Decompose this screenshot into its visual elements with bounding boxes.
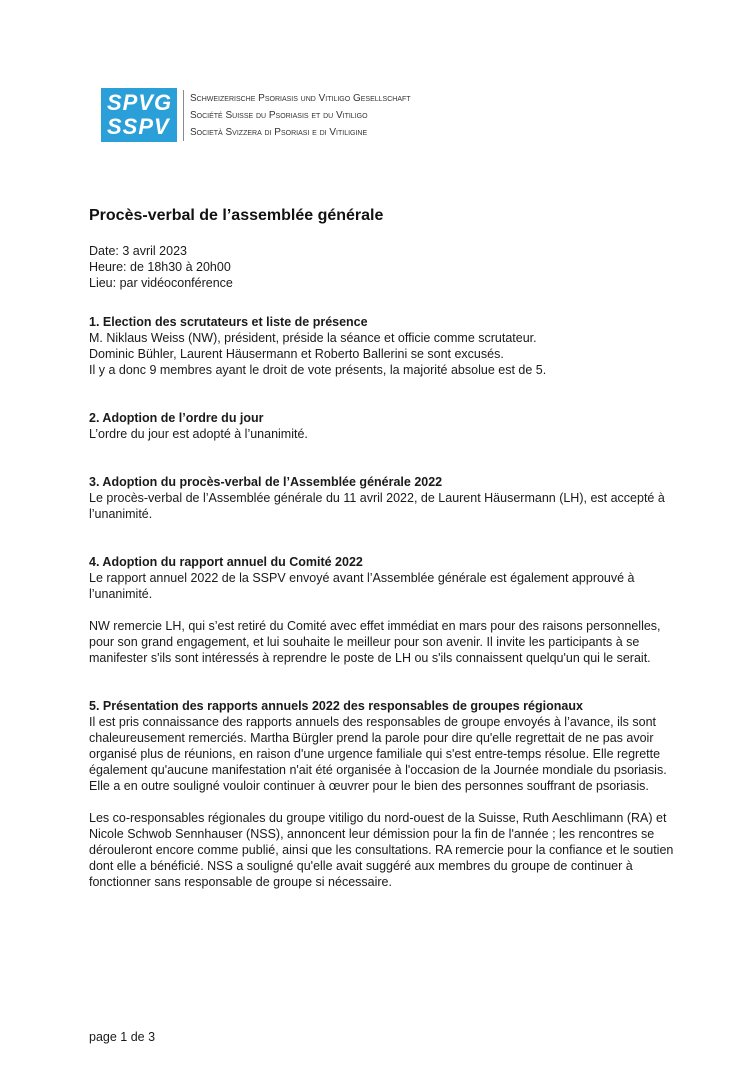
section-paragraph: M. Niklaus Weiss (NW), président, préside la séance et officie comme scrutateur. (89, 331, 537, 345)
section-title: 2. Adoption de l’ordre du jour (89, 411, 264, 425)
section-1 (89, 314, 674, 378)
meeting-date: Date: 3 avril 2023 (89, 244, 187, 258)
section-2 (89, 410, 674, 442)
meeting-place: Lieu: par vidéoconférence (89, 276, 233, 290)
section-paragraph: L’ordre du jour est adopté à l’unanimité. (89, 427, 308, 441)
section-paragraph: Les co-responsables régionales du groupe vitiligo du nord-ouest de la Suisse, Ruth Aeschlimann (RA) et Nicole Schwob Sennhauser (NSS), annoncent leur démission pour la fin de l'année ; les rencontres se dérouleront encore comme publié, ainsi que les consultations. RA remercie pour la confiance et le soutien dont elle a bénéficié. NSS a souligné qu'elle avait suggéré aux membres du groupe de continuer à fonctionner sans responsable de groupe si nécessaire. (89, 811, 674, 889)
section-paragraph: Il y a donc 9 membres ayant le droit de vote présents, la majorité absolue est de 5. (89, 363, 547, 377)
org-name-french: Société Suisse du Psoriasis et du Vitiligo (190, 109, 368, 121)
section-title: 4. Adoption du rapport annuel du Comité 2022 (89, 555, 363, 569)
section-5 (89, 698, 674, 890)
section-paragraph: NW remercie LH, qui s’est retiré du Comité avec effet immédiat en mars pour des raisons personnelles, pour son grand engagement, et lui souhaite le meilleur pour son avenir. Il invite les participants à se manifester s'ils sont intéressés à reprendre le poste de LH ou s'ils connaissent quelqu'un qui le serait. (89, 619, 661, 665)
spacer (89, 666, 674, 698)
spacer (89, 442, 674, 474)
organization-names (183, 90, 411, 141)
spacer (89, 378, 674, 410)
logo-line-1: SPVG (107, 90, 173, 115)
section-paragraph: Le rapport annuel 2022 de la SSPV envoyé avant l’Assemblée générale est également approuvé à l’unanimité. (89, 571, 635, 601)
logo-line-2: SSPV (107, 114, 170, 139)
section-4 (89, 554, 674, 666)
section-paragraph: Il est pris connaissance des rapports annuels des responsables de groupe envoyés à l’avance, ils sont chaleureusement remerciés. Martha Bürgler prend la parole pour dire qu'elle regrettait de ne pas avoir organisé plus de réunions, en raison d'une urgence familiale qui s'est entre-temps résolue. Elle regrette également qu'aucune manifestation n'ait été organisée à l'occasion de la Journée mondiale du psoriasis. Elle a en outre souligné vouloir continuer à œuvrer pour le bien des personnes souffrant de psoriasis. (89, 715, 667, 793)
section-3 (89, 474, 674, 522)
section-title: 5. Présentation des rapports annuels 2022 des responsables de groupes régionaux (89, 699, 583, 713)
spacer (89, 602, 674, 618)
meeting-time: Heure: de 18h30 à 20h00 (89, 260, 231, 274)
spacer (89, 522, 674, 554)
section-paragraph: Le procès-verbal de l’Assemblée générale du 11 avril 2022, de Laurent Häusermann (LH), est accepté à l’unanimité. (89, 491, 665, 521)
section-title: 1. Election des scrutateurs et liste de présence (89, 315, 368, 329)
spvg-sspv-logo (101, 88, 177, 142)
page-number: page 1 de 3 (89, 1030, 156, 1044)
section-paragraph: Dominic Bühler, Laurent Häusermann et Roberto Ballerini se sont excusés. (89, 347, 504, 361)
section-title: 3. Adoption du procès-verbal de l’Assemblée générale 2022 (89, 475, 443, 489)
meeting-details (89, 243, 674, 291)
org-name-german: Schweizerische Psoriasis und Vitiligo Gesellschaft (190, 92, 411, 104)
letterhead (101, 88, 411, 142)
spacer (89, 794, 674, 810)
document-title: Procès-verbal de l’assemblée générale (89, 207, 384, 224)
document-body (89, 207, 674, 890)
org-name-italian: Società Svizzera di Psoriasi e di Vitiligine (190, 126, 368, 138)
